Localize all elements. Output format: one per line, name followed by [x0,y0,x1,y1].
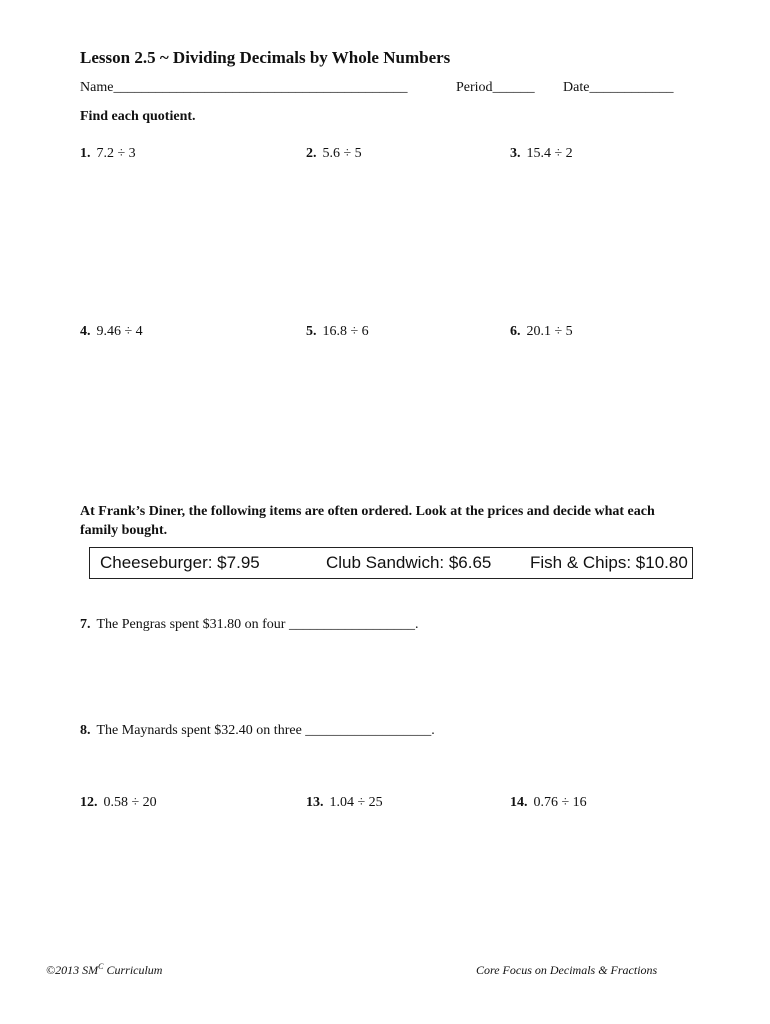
problem-expression: 5.6 ÷ 5 [322,146,362,161]
problem-7 [80,617,418,633]
date-blank: ____________ [589,80,674,95]
problem-expression: 15.4 ÷ 2 [526,146,573,161]
problem-expression: 9.46 ÷ 4 [96,324,143,339]
name-label: Name [80,80,114,95]
problem-expression: 1.04 ÷ 25 [329,795,383,810]
problem-14 [510,795,587,811]
problem-text: The Pengras spent $31.80 on four __________________. [96,617,419,632]
problem-2 [306,146,362,162]
menu-item-fish-chips: Fish & Chips: $10.80 [530,553,688,572]
copyright-suffix: Curriculum [103,963,163,977]
problem-12 [80,795,157,811]
menu-price-box [89,547,693,579]
date-label: Date [563,80,590,95]
page-title: Lesson 2.5 ~ Dividing Decimals by Whole Numbers [80,48,451,67]
copyright-prefix: ©2013 SM [46,963,99,977]
problem-8 [80,723,435,739]
period-blank: ______ [492,80,535,95]
problem-number: 8. [80,723,91,738]
name-blank: __________________________________________ [113,80,408,95]
problem-3 [510,146,573,162]
problem-number: 7. [80,617,91,632]
problem-expression: 0.58 ÷ 20 [103,795,157,810]
problem-6 [510,324,573,340]
footer-copyright [46,963,162,978]
problem-number: 14. [510,795,528,810]
problem-number: 6. [510,324,521,339]
problem-expression: 0.76 ÷ 16 [533,795,587,810]
problem-number: 13. [306,795,324,810]
problem-expression: 7.2 ÷ 3 [96,146,136,161]
problem-5 [306,324,369,340]
problem-13 [306,795,383,811]
problem-number: 5. [306,324,317,339]
footer-book-title: Core Focus on Decimals & Fractions [476,963,658,977]
word-problem-intro: At Frank’s Diner, the following items are often ordered. Look at the prices and decide what each family bought. [80,504,655,538]
problem-text: The Maynards spent $32.40 on three __________________. [96,723,435,738]
problem-1 [80,146,136,162]
copyright-superscript: C [98,962,104,971]
menu-item-cheeseburger: Cheeseburger: $7.95 [100,553,260,572]
instructions: Find each quotient. [80,109,196,124]
problem-number: 12. [80,795,98,810]
period-field[interactable] [456,80,535,96]
menu-item-club-sandwich: Club Sandwich: $6.65 [326,553,492,572]
name-field[interactable] [80,80,407,96]
problem-number: 4. [80,324,91,339]
problem-number: 2. [306,146,317,161]
problem-4 [80,324,143,340]
problem-number: 1. [80,146,91,161]
problem-expression: 16.8 ÷ 6 [322,324,369,339]
date-field[interactable] [563,80,673,96]
problem-number: 3. [510,146,521,161]
period-label: Period [456,80,493,95]
problem-expression: 20.1 ÷ 5 [526,324,573,339]
